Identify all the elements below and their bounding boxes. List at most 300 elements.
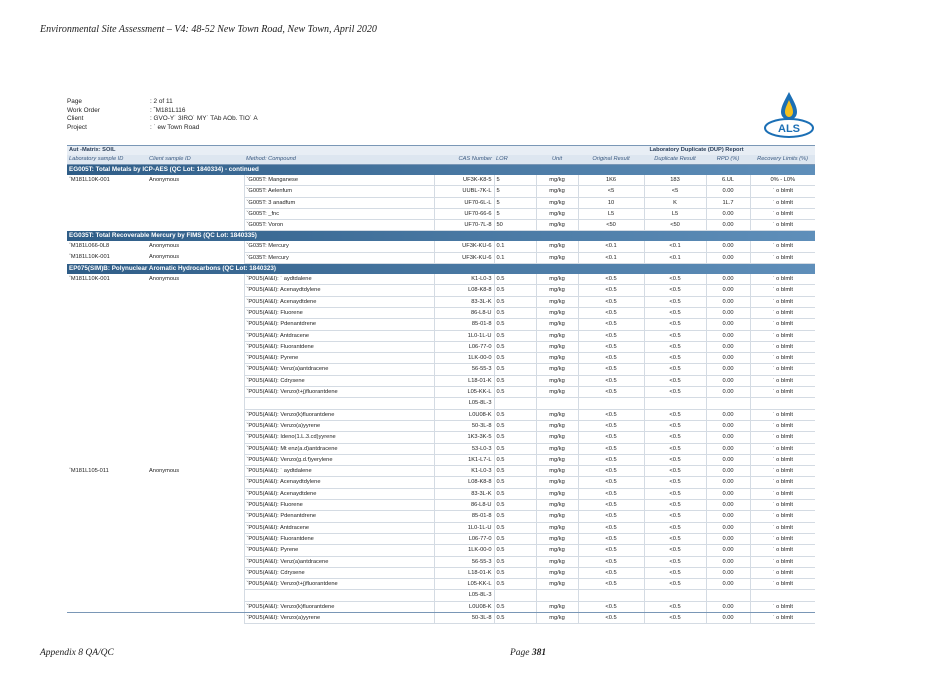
column-header: Unit [536, 155, 578, 165]
table-cell: <0.5 [644, 601, 706, 612]
table-cell: 0.00 [706, 443, 750, 454]
table-cell: <0.5 [644, 387, 706, 398]
table-cell: 0.5 [494, 533, 536, 544]
table-cell [147, 590, 244, 601]
table-cell: 1K3-3K-5 [434, 432, 494, 443]
meta-key: Page [67, 98, 82, 105]
table-row [67, 364, 815, 375]
table-cell [147, 186, 244, 197]
table-cell: 0.5 [494, 341, 536, 352]
column-header: Recovery Limits (%) [750, 155, 815, 165]
table-cell [67, 612, 147, 623]
meta-key: Project [67, 123, 87, 131]
table-cell: <0.5 [578, 579, 644, 590]
table-row [67, 466, 815, 477]
table-cell [644, 590, 706, 601]
table-cell: 1K6 [578, 175, 644, 186]
table-cell: ˙ o blmlt [750, 307, 815, 318]
table-cell: ˇP0U5(AI&I): Pyrene [244, 353, 434, 364]
table-cell: 0.5 [494, 579, 536, 590]
table-cell: ˙ o blmlt [750, 567, 815, 578]
table-cell: mg/kg [536, 364, 578, 375]
table-cell [147, 545, 244, 556]
table-cell [67, 567, 147, 578]
table-cell: ˇM181L066-0L8 [69, 243, 110, 250]
table-cell: ˙ o blmlt [750, 545, 815, 556]
table-cell: L05-8L-3 [434, 398, 494, 409]
table-cell: 0.00 [706, 432, 750, 443]
table-cell: <0.5 [578, 330, 644, 341]
table-bottom-rule [67, 612, 815, 613]
table-cell: <0.5 [644, 522, 706, 533]
table-cell: <50 [578, 220, 644, 231]
table-cell: <0.5 [644, 477, 706, 488]
table-cell: 0.00 [706, 545, 750, 556]
table-cell: 0.00 [706, 319, 750, 330]
table-cell: ˙ o blmlt [750, 432, 815, 443]
section-title: EG035T: Total Recoverable Mercury by FIMS (QC Lot: 1840335) [67, 231, 815, 242]
table-cell: <0.5 [644, 533, 706, 544]
table-cell: <0.5 [578, 353, 644, 364]
table-cell: ˇP0U5(AI&I): Cdrysene [244, 375, 434, 386]
section-title: EG005T: Total Metals by ICP-AES (QC Lot: 1840334) - continued [67, 165, 815, 176]
table-row [67, 197, 815, 208]
column-header: Duplicate Result [644, 155, 706, 165]
table-cell [67, 208, 147, 219]
table-cell: 50-3L-8 [434, 612, 494, 623]
logo-text: ALS [778, 123, 800, 135]
table-cell [67, 296, 147, 307]
table-cell: 1L0-1L-U [434, 330, 494, 341]
table-cell: 6.UL [706, 175, 750, 186]
section-header-row [67, 231, 815, 242]
table-row [67, 432, 815, 443]
table-row [67, 330, 815, 341]
table-cell: ˇP0U5(AI&I): Acenaydtdene [244, 488, 434, 499]
table-cell: mg/kg [536, 197, 578, 208]
table-cell: 5 [494, 186, 536, 197]
table-cell: mg/kg [536, 545, 578, 556]
table-cell: 5 [494, 197, 536, 208]
table-cell: <0.5 [578, 274, 644, 285]
table-cell: UF3K-K8-5 [434, 175, 494, 186]
table-cell: <0.5 [644, 285, 706, 296]
table-cell [147, 341, 244, 352]
table-cell: L06-77-0 [434, 341, 494, 352]
table-row [67, 353, 815, 364]
table-cell: mg/kg [536, 420, 578, 431]
table-cell [67, 545, 147, 556]
table-cell: mg/kg [536, 556, 578, 567]
table-cell: <0.5 [644, 330, 706, 341]
table-cell: L0U08-K [434, 601, 494, 612]
table-cell: ˙ o blmlt [750, 488, 815, 499]
meta-value: : ˇM181L116 [150, 106, 186, 114]
table-cell [67, 330, 147, 341]
table-cell: mg/kg [536, 330, 578, 341]
table-cell: 0.5 [494, 522, 536, 533]
table-row [67, 545, 815, 556]
table-cell: 0.5 [494, 545, 536, 556]
table-cell: 0.5 [494, 500, 536, 511]
table-cell: <0.5 [578, 601, 644, 612]
meta-key: Work Order [67, 106, 100, 114]
table-cell [147, 319, 244, 330]
table-cell: ˇP0U5(AI&I): Venz(a)antdracene [244, 556, 434, 567]
table-cell: <0.5 [578, 432, 644, 443]
table-cell [147, 353, 244, 364]
table-row [67, 398, 815, 409]
table-cell [147, 556, 244, 567]
table-cell: ˇP0U5(AI&I): Antdracene [244, 330, 434, 341]
table-cell: L05-8L-3 [434, 590, 494, 601]
table-cell: ˙ o blmlt [750, 420, 815, 431]
table-cell [67, 341, 147, 352]
column-header-row [67, 155, 815, 165]
table-cell: ˇP0U5(AI&I): Antdracene [244, 522, 434, 533]
table-cell [494, 590, 536, 601]
table-cell [147, 443, 244, 454]
table-cell: mg/kg [536, 220, 578, 231]
table-cell [706, 398, 750, 409]
table-cell: ˙ o blmlt [750, 612, 815, 623]
table-row [67, 443, 815, 454]
table-cell [67, 454, 147, 465]
table-cell: 83-3L-K [434, 488, 494, 499]
meta-row [67, 115, 258, 124]
table-row [67, 511, 815, 522]
table-cell [706, 590, 750, 601]
table-cell [67, 285, 147, 296]
table-cell: ˇP0U5(AI&I): Fluorene [244, 307, 434, 318]
table-cell [147, 220, 244, 231]
table-cell [536, 590, 578, 601]
table-cell: <0.5 [644, 556, 706, 567]
table-cell: <0.5 [644, 567, 706, 578]
table-cell: ˙ o blmlt [750, 220, 815, 231]
table-cell: K [644, 197, 706, 208]
table-cell: ˙ o blmlt [750, 556, 815, 567]
table-cell [147, 387, 244, 398]
column-header: Client sample ID [147, 155, 244, 165]
table-cell: <0.5 [644, 341, 706, 352]
table-cell: <0.5 [578, 522, 644, 533]
table-cell: Anonymous [149, 177, 180, 183]
table-cell: mg/kg [536, 533, 578, 544]
table-cell: ˙ o blmlt [750, 241, 815, 252]
table-cell: <0.5 [578, 545, 644, 556]
table-row [67, 420, 815, 431]
table-row [67, 409, 815, 420]
table-cell: ˙ o blmlt [750, 296, 815, 307]
table-cell: <0.5 [644, 375, 706, 386]
table-cell: ˇP0U5(AI&I): Pdenantdrene [244, 319, 434, 330]
table-cell: <0.5 [644, 612, 706, 623]
table-cell [147, 454, 244, 465]
table-cell: ˇP0U5(AI&I): ˙ aydtdalene [244, 466, 434, 477]
table-cell: <0.5 [578, 420, 644, 431]
table-cell [147, 432, 244, 443]
column-header: Original Result [578, 155, 644, 165]
table-cell: 0.00 [706, 466, 750, 477]
table-cell: ˙ o blmlt [750, 285, 815, 296]
group-header: Laboratory Duplicate (DUP) Report [578, 146, 815, 156]
table-cell: UF70-66-6 [434, 208, 494, 219]
table-cell [147, 409, 244, 420]
table-row [67, 375, 815, 386]
meta-value: : 2 of 11 [150, 98, 173, 105]
table-cell [147, 612, 244, 623]
table-cell: mg/kg [536, 296, 578, 307]
table-cell: L5 [644, 208, 706, 219]
table-cell: <0.5 [578, 500, 644, 511]
table-cell: UF3K-KU-6 [434, 252, 494, 263]
table-row [67, 319, 815, 330]
column-header: LOR [494, 155, 536, 165]
table-cell: 0.00 [706, 488, 750, 499]
table-cell: 0.00 [706, 556, 750, 567]
table-cell: ˙ o blmlt [750, 375, 815, 386]
table-cell: 0.00 [706, 285, 750, 296]
table-cell: L05-KK-L [434, 387, 494, 398]
table-cell: ˙ o blmlt [750, 186, 815, 197]
table-row [67, 220, 815, 231]
section-header-row [67, 165, 815, 176]
table-cell: L08-K8-8 [434, 285, 494, 296]
table-cell [67, 197, 147, 208]
table-cell: 5 [494, 175, 536, 186]
table-row [67, 252, 815, 263]
table-row [67, 454, 815, 465]
table-cell: Anonymous [149, 254, 180, 261]
table-cell: mg/kg [536, 454, 578, 465]
table-cell: ˙ o blmlt [750, 500, 815, 511]
table-cell: <0.5 [578, 443, 644, 454]
table-cell: ˇP0U5(AI&I): Venzo(a)yyrene [244, 612, 434, 623]
table-row [67, 296, 815, 307]
table-cell: Anonymous [149, 243, 180, 250]
table-cell: 0.00 [706, 387, 750, 398]
table-cell [67, 477, 147, 488]
table-cell: 0.00 [706, 409, 750, 420]
table-cell [67, 511, 147, 522]
table-cell [67, 220, 147, 231]
table-cell: 0.00 [706, 511, 750, 522]
meta-value: : ˙ ew Town Road [150, 123, 200, 131]
table-cell: 0.5 [494, 330, 536, 341]
column-header: RPD (%) [706, 155, 750, 165]
table-cell: L06-77-0 [434, 533, 494, 544]
table-cell: 0.00 [706, 533, 750, 544]
table-row [67, 567, 815, 578]
table-cell: mg/kg [536, 241, 578, 252]
table-cell: ˙ o blmlt [750, 330, 815, 341]
table-cell: 0.00 [706, 477, 750, 488]
table-row [67, 241, 815, 252]
table-cell: 0.00 [706, 601, 750, 612]
table-cell: ˙ o blmlt [750, 208, 815, 219]
table-cell: ˙ o blmlt [750, 364, 815, 375]
table-cell: <5 [578, 186, 644, 197]
table-cell: ˇP0U5(AI&I): Ideno(1.L.3.cd)yyrene [244, 432, 434, 443]
table-cell [644, 398, 706, 409]
table-cell: <0.5 [578, 341, 644, 352]
table-row [67, 175, 815, 186]
section-header-row [67, 264, 815, 275]
footer-page-label: Page [510, 648, 532, 658]
table-cell: <0.1 [578, 241, 644, 252]
table-cell [147, 477, 244, 488]
table-cell: mg/kg [536, 477, 578, 488]
table-cell: 0.5 [494, 477, 536, 488]
table-cell: mg/kg [536, 353, 578, 364]
table-cell [244, 590, 434, 601]
table-cell: ˇP0U5(AI&I): Venzo(k)fluorantdene [244, 409, 434, 420]
table-cell [244, 398, 434, 409]
table-row [67, 579, 815, 590]
table-row [67, 307, 815, 318]
table-cell: ˙ o blmlt [750, 579, 815, 590]
table-cell: <0.5 [644, 443, 706, 454]
table-cell: <0.5 [644, 500, 706, 511]
meta-row [67, 124, 258, 133]
table-cell: 0.00 [706, 296, 750, 307]
table-cell: ˇP0U5(AI&I): Venzo(t+j)fluorantdene [244, 387, 434, 398]
table-cell [67, 601, 147, 612]
table-cell [67, 533, 147, 544]
table-cell: 0.1 [494, 241, 536, 252]
table-cell: <0.5 [644, 364, 706, 375]
table-cell: mg/kg [536, 601, 578, 612]
table-cell: 0.5 [494, 285, 536, 296]
table-cell [67, 432, 147, 443]
table-cell: ˇP0U5(AI&I): Pyrene [244, 545, 434, 556]
table-cell: <0.5 [644, 432, 706, 443]
table-cell [147, 208, 244, 219]
table-cell: L18-01-K [434, 375, 494, 386]
table-cell: <0.5 [578, 477, 644, 488]
column-header: Laboratory sample ID [67, 155, 147, 165]
table-cell: ˇP0U5(AI&I): Fluorene [244, 500, 434, 511]
table-cell: 0.5 [494, 567, 536, 578]
table-cell: ˇG005T: Aelenfum [244, 186, 434, 197]
table-cell: 1L.7 [706, 197, 750, 208]
table-cell: 0.5 [494, 612, 536, 623]
table-cell: ˇP0U5(AI&I): Cdrysene [244, 567, 434, 578]
table-cell: <0.5 [578, 556, 644, 567]
table-cell: <50 [644, 220, 706, 231]
table-cell: ˇP0U5(AI&I): Mt enz(a.d)antdracene [244, 443, 434, 454]
matrix-header-row [67, 146, 815, 156]
table-cell: ˙ o blmlt [750, 409, 815, 420]
meta-row [67, 107, 258, 116]
table-row [67, 556, 815, 567]
table-cell: UF3K-KU-6 [434, 241, 494, 252]
table-cell: K1-L0-3 [434, 274, 494, 285]
table-cell: 85-01-8 [434, 319, 494, 330]
table-cell: 1K1-L7-L [434, 454, 494, 465]
table-cell: <0.5 [578, 375, 644, 386]
table-cell: 0.00 [706, 307, 750, 318]
table-cell: 0.5 [494, 307, 536, 318]
meta-key: Client [67, 115, 84, 123]
table-cell: L05-KK-L [434, 579, 494, 590]
table-cell: 53-L0-3 [434, 443, 494, 454]
meta-row [67, 98, 258, 107]
table-cell: <0.5 [644, 307, 706, 318]
table-cell: <0.5 [644, 296, 706, 307]
table-cell: ˇP0U5(AI&I): Acenaydtdylene [244, 477, 434, 488]
table-cell [147, 420, 244, 431]
table-cell: ˇG035T: Mercury [244, 252, 434, 263]
table-row [67, 533, 815, 544]
table-cell [67, 420, 147, 431]
table-cell: mg/kg [536, 409, 578, 420]
table-row [67, 522, 815, 533]
table-cell: 0.5 [494, 296, 536, 307]
table-cell: 0.00 [706, 612, 750, 623]
table-cell: ˇM181L10K-001 [69, 276, 110, 283]
table-cell: <0.5 [578, 533, 644, 544]
table-cell: 0.00 [706, 330, 750, 341]
table-row [67, 590, 815, 601]
table-cell: L08-K8-8 [434, 477, 494, 488]
table-cell: 0.00 [706, 454, 750, 465]
section-title: EP075(SIM)B: Polynuclear Aromatic Hydrocarbons (QC Lot: 1840323) [67, 264, 815, 275]
table-cell: ˇP0U5(AI&I): Venzo(k)fluorantdene [244, 601, 434, 612]
table-cell: 0.1 [494, 252, 536, 263]
table-row [67, 341, 815, 352]
table-cell [147, 601, 244, 612]
table-cell: <0.5 [644, 420, 706, 431]
table-cell: ˙ o blmlt [750, 319, 815, 330]
table-cell: 0.5 [494, 364, 536, 375]
table-cell: 0.5 [494, 511, 536, 522]
table-cell: mg/kg [536, 567, 578, 578]
table-cell: 1L0-1L-U [434, 522, 494, 533]
table-cell: mg/kg [536, 511, 578, 522]
table-cell: <0.5 [578, 319, 644, 330]
footer-page [510, 648, 546, 658]
table-cell: 0.00 [706, 522, 750, 533]
table-cell: 0.00 [706, 341, 750, 352]
table-cell [67, 387, 147, 398]
table-cell: L18-01-K [434, 567, 494, 578]
table-cell: 0.00 [706, 375, 750, 386]
table-cell: ˇG005T: Manganese [244, 175, 434, 186]
table-cell: mg/kg [536, 579, 578, 590]
table-cell: 0.00 [706, 364, 750, 375]
table-cell: ˇP0U5(AI&I): Venzo(t+j)fluorantdene [244, 579, 434, 590]
table-cell: 0.5 [494, 274, 536, 285]
table-cell: <0.5 [578, 285, 644, 296]
table-row [67, 612, 815, 623]
table-cell [147, 364, 244, 375]
column-header: CAS Number [434, 155, 494, 165]
table-row [67, 387, 815, 398]
table-cell [67, 556, 147, 567]
table-cell: ˙ o blmlt [750, 466, 815, 477]
table-cell: mg/kg [536, 341, 578, 352]
table-cell: <0.5 [644, 511, 706, 522]
table-cell [147, 330, 244, 341]
table-cell: ˇG005T: 3 anadfum [244, 197, 434, 208]
table-cell [147, 567, 244, 578]
table-cell [536, 398, 578, 409]
table-cell: ˙ o blmlt [750, 533, 815, 544]
table-cell: <0.1 [644, 252, 706, 263]
table-cell [147, 533, 244, 544]
